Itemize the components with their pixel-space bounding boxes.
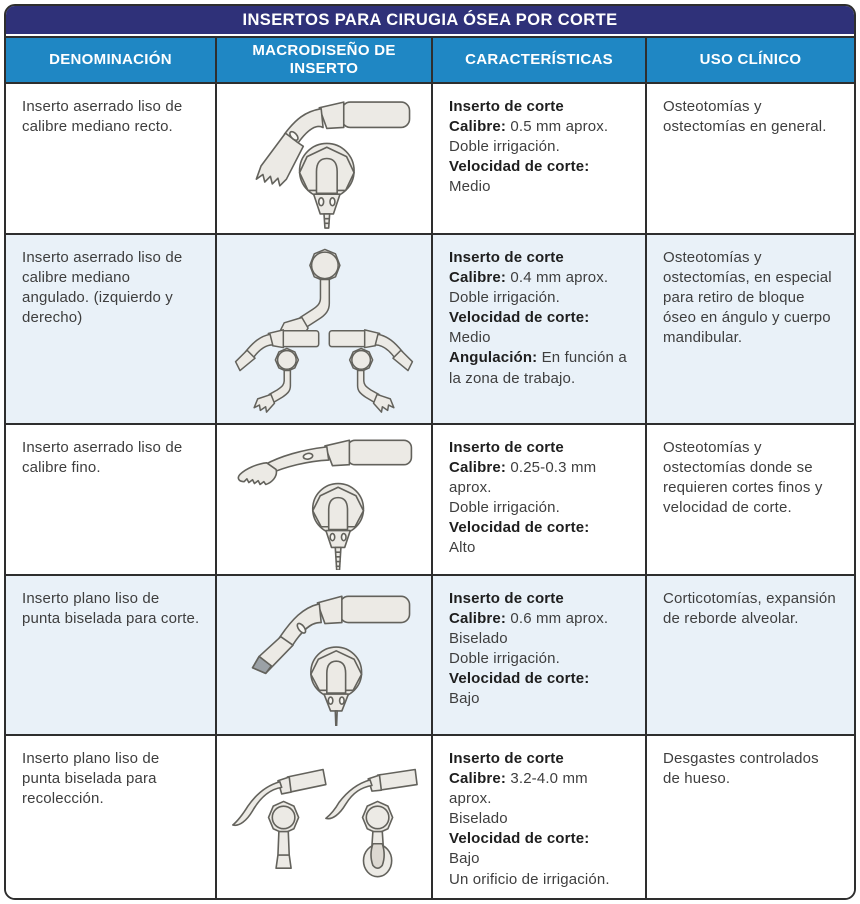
table-row <box>6 423 854 574</box>
insert-illustration <box>225 746 423 887</box>
macrodiseno-cell <box>215 84 431 233</box>
caracteristicas-cell <box>431 576 645 734</box>
macrodiseno-cell <box>215 736 431 898</box>
column-header: MACRODISEÑO DE INSERTO <box>215 38 431 82</box>
uso-clinico-text: Osteotomías y ostectomías, en especial para retiro de bloque óseo en ángulo y cuerpo mandibular. <box>663 249 832 347</box>
caracteristicas-cell <box>431 736 645 898</box>
denominacion-cell <box>6 235 215 423</box>
caracteristica-line: Doble irrigación. <box>449 138 560 156</box>
caracteristica-line: Velocidad de corte: <box>449 158 590 176</box>
caracteristica-line: Calibre: 0.6 mm aprox. <box>449 610 609 628</box>
caracteristica-line: Doble irrigación. <box>449 499 560 517</box>
uso-clinico-cell <box>645 84 854 233</box>
denominacion-text: Inserto aserrado liso de calibre fino. <box>22 439 183 477</box>
caracteristicas-cell <box>431 425 645 574</box>
caracteristica-line: Inserto de corte <box>449 249 564 266</box>
table-row <box>6 233 854 423</box>
uso-clinico-text: Corticotomías, expansión de reborde alveolar. <box>663 590 836 628</box>
caracteristica-line: Medio <box>449 329 491 347</box>
caracteristica-line: Medio <box>449 178 491 196</box>
caracteristica-line: Biselado <box>449 810 508 828</box>
column-header: USO CLÍNICO <box>645 38 854 82</box>
macrodiseno-cell <box>215 576 431 734</box>
insert-illustration <box>225 88 423 229</box>
caracteristica-line: Calibre: 0.25-0.3 mm aprox. <box>449 459 597 497</box>
table-title: INSERTOS PARA CIRUGIA ÓSEA POR CORTE <box>6 6 854 36</box>
uso-clinico-text: Osteotomías y ostectomías en general. <box>663 98 827 136</box>
caracteristicas-cell <box>431 84 645 233</box>
header-row <box>6 36 854 82</box>
caracteristica-line: Bajo <box>449 690 480 708</box>
column-header: CARACTERÍSTICAS <box>431 38 645 82</box>
insert-illustration <box>225 429 423 570</box>
caracteristica-line: Calibre: 3.2-4.0 mm aprox. <box>449 770 588 808</box>
uso-clinico-text: Desgastes controlados de hueso. <box>663 750 819 788</box>
caracteristica-line: Velocidad de corte: <box>449 519 590 537</box>
denominacion-cell <box>6 576 215 734</box>
caracteristica-line: Inserto de corte <box>449 590 564 607</box>
denominacion-text: Inserto plano liso de punta biselada para recolección. <box>22 750 160 808</box>
caracteristica-line: Calibre: 0.5 mm aprox. <box>449 118 609 136</box>
insert-illustration <box>231 245 417 413</box>
uso-clinico-cell <box>645 235 854 423</box>
caracteristica-line: Angulación: En función a la zona de trabajo. <box>449 349 627 387</box>
caracteristica-line: Velocidad de corte: <box>449 309 590 327</box>
caracteristica-line: Inserto de corte <box>449 439 564 456</box>
caracteristica-line: Doble irrigación. <box>449 650 560 668</box>
caracteristica-line: Alto <box>449 539 476 557</box>
caracteristica-line: Un orificio de irrigación. <box>449 870 610 888</box>
table-row <box>6 574 854 734</box>
insert-illustration <box>225 585 423 726</box>
macrodiseno-cell <box>215 235 431 423</box>
macrodiseno-cell <box>215 425 431 574</box>
column-header: DENOMINACIÓN <box>49 50 172 68</box>
inserts-table <box>4 4 856 900</box>
table-row <box>6 734 854 898</box>
uso-clinico-cell <box>645 425 854 574</box>
uso-clinico-cell <box>645 736 854 898</box>
caracteristica-line: Velocidad de corte: <box>449 830 590 848</box>
table-row <box>6 82 854 233</box>
caracteristica-line: Doble irrigación. <box>449 289 560 307</box>
caracteristica-line: Inserto de corte <box>449 98 564 115</box>
caracteristica-line: Velocidad de corte: <box>449 670 590 688</box>
uso-clinico-cell <box>645 576 854 734</box>
table-body <box>6 82 854 898</box>
denominacion-text: Inserto aserrado liso de calibre mediano angulado. (izquierdo y derecho) <box>22 249 183 327</box>
caracteristica-line: Inserto de corte <box>449 750 564 767</box>
denominacion-text: Inserto plano liso de punta biselada para corte. <box>22 590 200 628</box>
denominacion-cell <box>6 425 215 574</box>
caracteristica-line: Calibre: 0.4 mm aprox. <box>449 269 609 287</box>
uso-clinico-text: Osteotomías y ostectomías donde se requieren cortes finos y velocidad de corte. <box>663 439 823 517</box>
caracteristica-line: Bajo <box>449 850 480 868</box>
caracteristica-line: Biselado <box>449 630 508 648</box>
denominacion-text: Inserto aserrado liso de calibre mediano recto. <box>22 98 183 136</box>
denominacion-cell <box>6 84 215 233</box>
denominacion-cell <box>6 736 215 898</box>
caracteristicas-cell <box>431 235 645 423</box>
